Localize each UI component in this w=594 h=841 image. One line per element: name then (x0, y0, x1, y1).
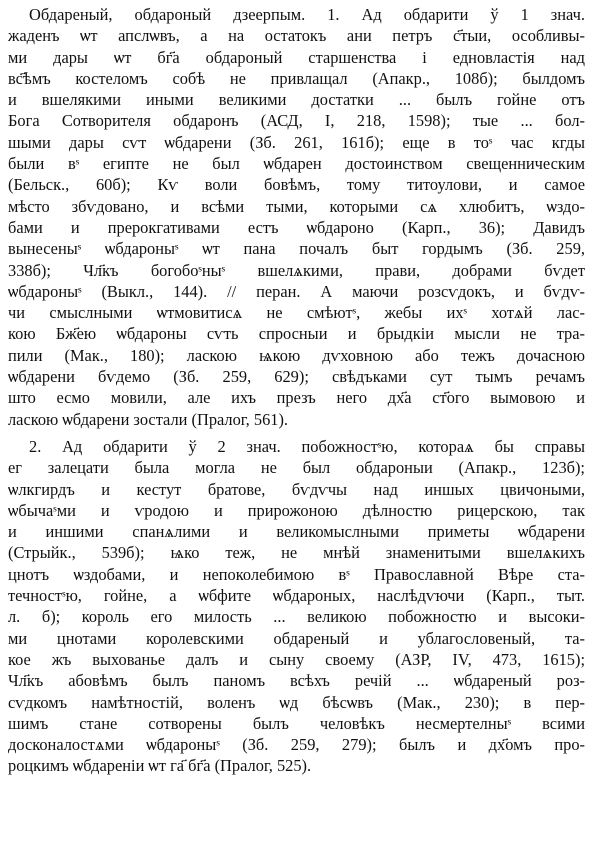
text-line: Обдареный, обдароный дзеерпым. 1. Ад обдарити ў 1 знач. (29, 5, 585, 24)
text-line: 2. Ад обдарити ў 2 знач. побожностˢю, котораѧ бы справы (29, 436, 585, 456)
text-line: ѡлкгирдъ и кестут братове, бѵдѵчы над иншых цвичоными, (8, 479, 585, 499)
text-line: бами и прерокгативами естъ ѡбдароно (Карп., 36); Давидъ (8, 217, 585, 237)
text-line: кою Бж҃ею ѡбдароны сѵть спросныи и брыдкіи мысли не тра- (8, 324, 585, 344)
text-line: цнотъ ѡздобами, и непоколебимою вˢ Православной Вѣре ста- (8, 564, 585, 584)
text-line: вс҃ѣмъ костеломъ собѣ не привлащал (Апакр., 108б); былдомъ (8, 68, 585, 88)
text-line: (Бельск., 60б); Кѵ воли бовѣмъ, тому титоулови, и самое (8, 175, 585, 195)
text-line: Чл҃къ абовѣмъ былъ паномъ всѣхъ речій ... ѡбдареный роз- (8, 671, 585, 691)
text-line: ласкою ѡбдарени зостали (Пралог, 561). (8, 409, 289, 429)
sense-2-paragraph (8, 436, 585, 777)
text-line: течностˢю, гойне, а ѡбфите ѡбдароных, наслѣдѵючи (Карп., тыт. (8, 586, 585, 606)
text-line: што есмо мовили, але ихъ презъ него дх҃а ст҃ого вымовою и (8, 388, 585, 408)
text-line: вынесеныˢ ѡбдароныˢ ѡт пана почалъ быт гордымъ (Зб. 259, (8, 239, 585, 259)
text-line: и вшелякими иными великими достатки ... былъ гойне отъ (8, 90, 585, 110)
sense-1-paragraph (8, 4, 585, 430)
text-line: шыми дары сѵт ѡбдарени (Зб. 261, 161б); еще в тоˢ час кгды (8, 132, 585, 152)
text-line: пили (Мак., 180); ласкою ѩкою дѵховною або тежъ дочасною (8, 345, 585, 365)
text-line: роцкимъ ѡбдареніи ѡт га҃ бг҃а (Пралог, 525). (8, 756, 312, 776)
text-line: 338б); Чл҃къ богобоˢныˢ вшелѧкими, прави, добрами бѵдет (8, 260, 585, 280)
text-line: были вˢ египте не был ѡбдарен достоинством свещенническим (8, 154, 585, 174)
text-line: и иншими спанѧлими и великомыслными приметы ѡбдарени (8, 522, 585, 542)
text-line: Бога Сотворителя обдаронъ (АСД, I, 218, 1598); тые ... бол- (8, 111, 585, 131)
text-line: мѣсто збѵдовано, и всѣми тыми, которыми сѧ хлюбитъ, ѡздо- (8, 196, 585, 216)
text-line: ми цнотами королевскими обдареный и ублагословеный, та- (8, 628, 585, 648)
text-line: кое жъ выхованье далъ и сыну своему (АЗР, IV, 473, 1615); (8, 649, 585, 669)
text-line: ѡбдарени бѵдемо (Зб. 259, 629); свѣдъками сут тымъ речамъ (8, 367, 585, 387)
text-line: ѡбдароныˢ (Выкл., 144). // перан. А маючи розсѵдокъ, и бѵдѵ- (8, 281, 585, 301)
text-line: жаденъ ѡт апслѡвъ, а на остатокъ ани петръ с҃тыи, особливы- (8, 26, 585, 46)
text-line: досконалостѧми ѡбдароныˢ (Зб. 259, 279); былъ и дх҃омъ про- (8, 735, 585, 755)
text-line: сѵдкомъ намѣтностій, воленъ ѡд бѣсѡвъ (Мак., 230); в пер- (8, 692, 585, 712)
text-line: ѡбычаˢми и ѵродою и прирожоною дѣлностю рицерскою, так (8, 500, 585, 520)
text-line: л. б); король его милость ... великою побожностю и высоки- (8, 607, 585, 627)
text-line: ег залецати была могла не был обдароныи (Апакр., 123б); (8, 458, 585, 478)
text-line: (Стрыйк., 539б); ѩко теж, не мнѣй знаменитыми вшелѧкихъ (8, 543, 585, 563)
text-line: чи смыслными ѡтмовитисѧ не смѣютˢ, жебы ихˢ хотѧй лас- (8, 303, 585, 323)
text-line: ми дары ѡт бг҃а обдароный старшенства і едновластія над (8, 47, 585, 67)
text-line: шимъ стане сотворены былъ человѣкъ несмертелныˢ всими (8, 713, 585, 733)
